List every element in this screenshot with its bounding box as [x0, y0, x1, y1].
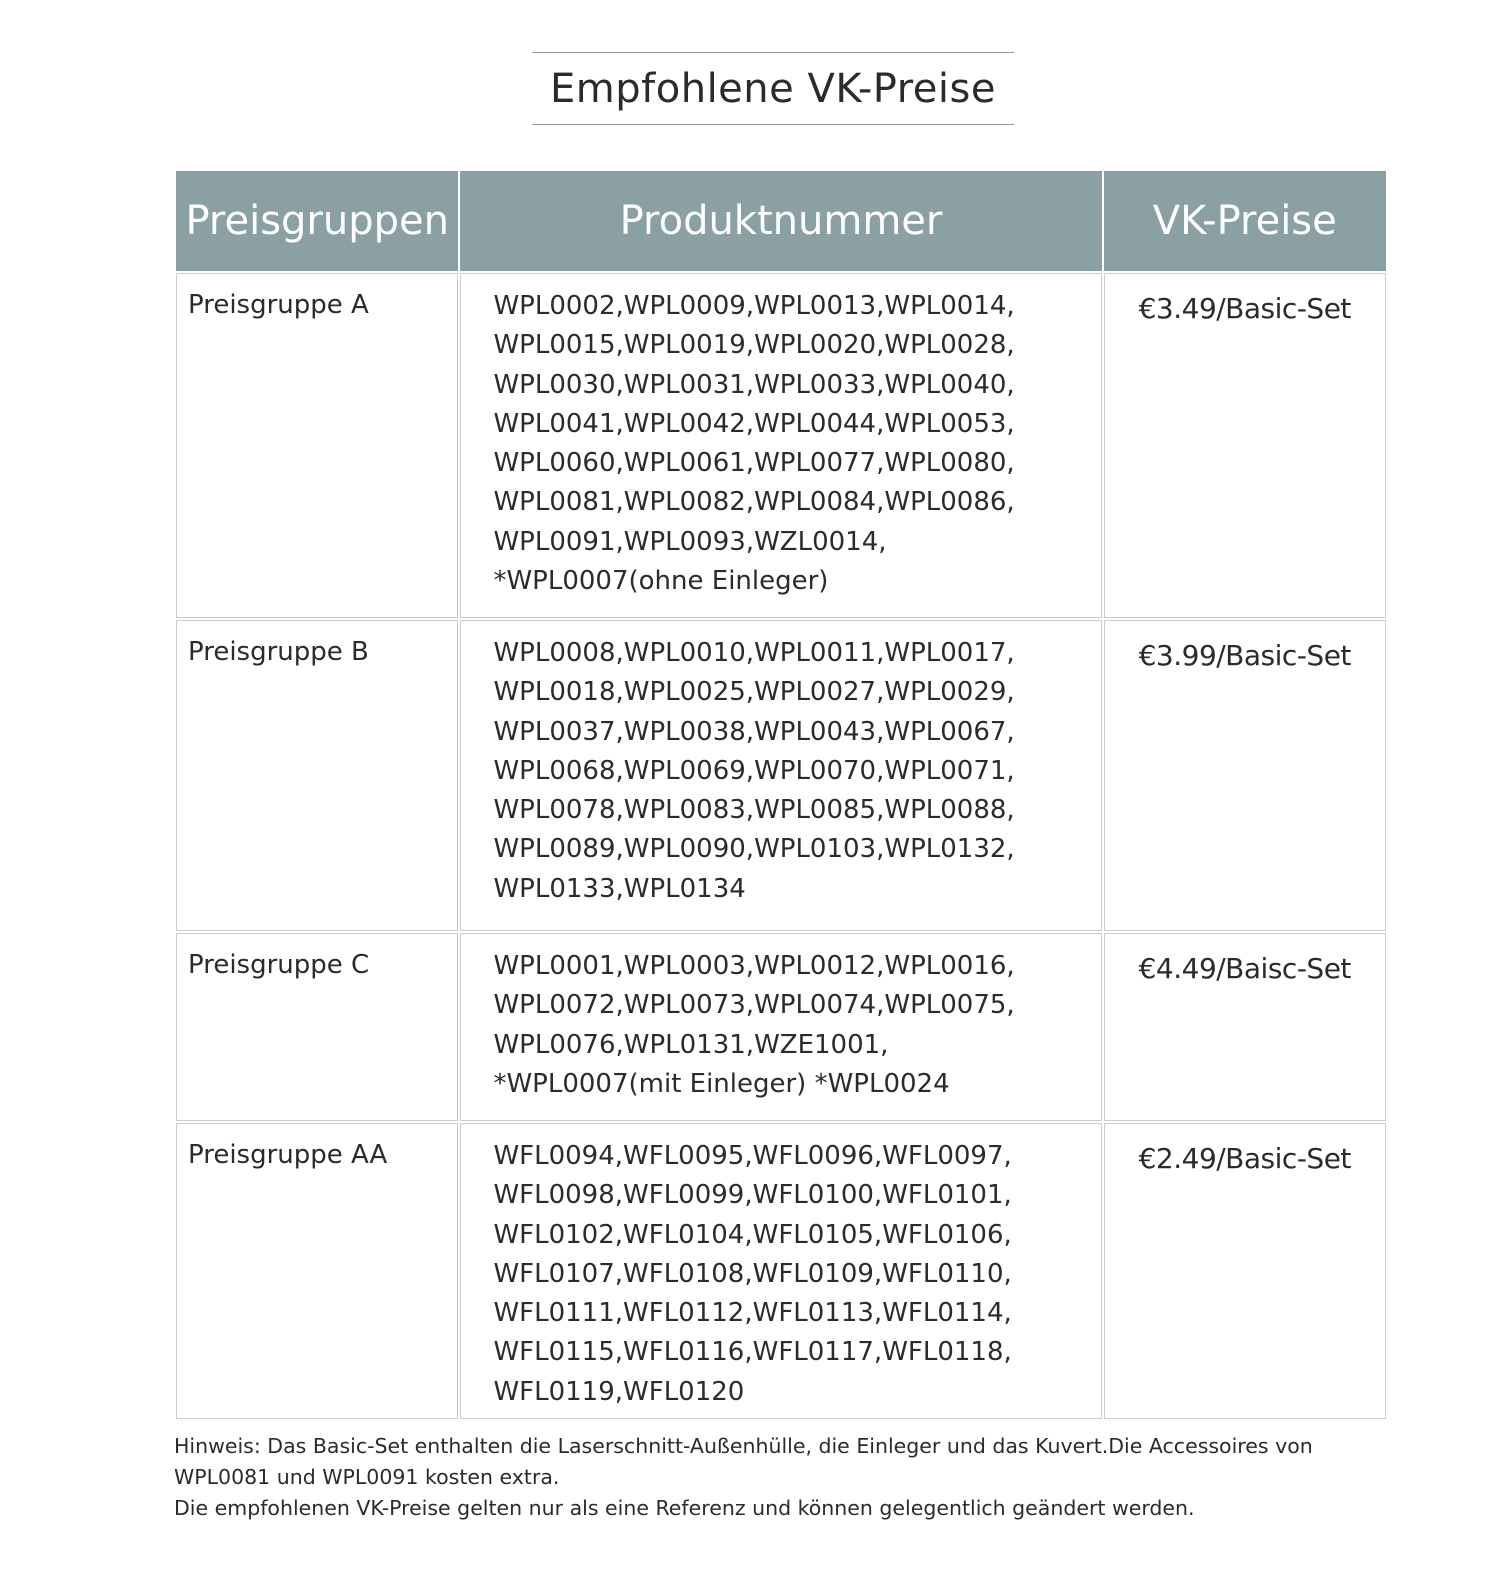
- group-cell: [176, 273, 458, 618]
- group-cell: [176, 1123, 458, 1419]
- product-line: WFL0094,WFL0095,WFL0096,WFL0097,: [493, 1141, 1012, 1171]
- products-cell: [460, 273, 1101, 618]
- header-preisgruppen: Preisgruppen: [176, 171, 458, 271]
- price-cell: [1104, 620, 1386, 931]
- header-vk-preise: VK-Preise: [1104, 171, 1386, 271]
- table-row: [176, 273, 1386, 618]
- product-line: WPL0001,WPL0003,WPL0012,WPL0016,: [493, 951, 1015, 981]
- table-row: [176, 1123, 1386, 1419]
- product-line: *WPL0007(mit Einleger) *WPL0024: [493, 1068, 950, 1099]
- product-list: [461, 934, 1100, 1104]
- title-block: [532, 52, 1014, 125]
- product-line: WPL0072,WPL0073,WPL0074,WPL0075,: [493, 990, 1015, 1021]
- product-list: [461, 621, 1100, 909]
- page-title: Empfohlene VK-Preise: [550, 65, 996, 112]
- products-cell: [460, 1123, 1101, 1419]
- product-line: WPL0078,WPL0083,WPL0085,WPL0088,: [493, 795, 1015, 826]
- group-name: Preisgruppe B: [188, 637, 369, 667]
- product-line: WFL0111,WFL0112,WFL0113,WFL0114,: [493, 1298, 1012, 1329]
- header-produktnummer: Produktnummer: [460, 171, 1101, 271]
- group-name: Preisgruppe AA: [188, 1140, 388, 1170]
- product-line: WPL0030,WPL0031,WPL0033,WPL0040,: [493, 369, 1015, 400]
- price-cell: [1104, 273, 1386, 618]
- product-line: WPL0060,WPL0061,WPL0077,WPL0080,: [493, 448, 1015, 479]
- product-line: WPL0076,WPL0131,WZE1001,: [493, 1029, 889, 1060]
- product-line: WPL0068,WPL0069,WPL0070,WPL0071,: [493, 755, 1015, 786]
- product-line: WFL0098,WFL0099,WFL0100,WFL0101,: [493, 1180, 1012, 1211]
- price-value: €2.49/Basic-Set: [1138, 1142, 1351, 1175]
- product-line: WFL0102,WFL0104,WFL0105,WFL0106,: [493, 1219, 1012, 1250]
- group-cell: [176, 933, 458, 1121]
- footnotes: [174, 1431, 1404, 1524]
- product-line: WPL0089,WPL0090,WPL0103,WPL0132,: [493, 834, 1015, 865]
- group-name: Preisgruppe A: [188, 290, 369, 320]
- product-line: WPL0002,WPL0009,WPL0013,WPL0014,: [493, 291, 1015, 321]
- products-cell: [460, 620, 1101, 931]
- product-line: *WPL0007(ohne Einleger): [493, 566, 829, 597]
- product-line: WPL0018,WPL0025,WPL0027,WPL0029,: [493, 677, 1015, 708]
- table-row: [176, 933, 1386, 1121]
- product-line: WPL0081,WPL0082,WPL0084,WPL0086,: [493, 487, 1015, 518]
- product-line: WPL0041,WPL0042,WPL0044,WPL0053,: [493, 408, 1015, 439]
- product-line: WPL0008,WPL0010,WPL0011,WPL0017,: [493, 638, 1015, 668]
- price-value: €3.49/Basic-Set: [1138, 292, 1351, 325]
- note-line: Hinweis: Das Basic-Set enthalten die Laserschnitt-Außenhülle, die Einleger und das Kuvert.Die Accessoires von: [174, 1434, 1313, 1458]
- product-line: WFL0115,WFL0116,WFL0117,WFL0118,: [493, 1337, 1012, 1368]
- group-name: Preisgruppe C: [188, 950, 370, 980]
- note-line: Die empfohlenen VK-Preise gelten nur als eine Referenz und können gelegentlich geändert werden.: [174, 1496, 1195, 1520]
- product-line: WPL0015,WPL0019,WPL0020,WPL0028,: [493, 330, 1015, 361]
- note-line: WPL0081 und WPL0091 kosten extra.: [174, 1465, 560, 1489]
- product-line: WPL0037,WPL0038,WPL0043,WPL0067,: [493, 716, 1015, 747]
- group-cell: [176, 620, 458, 931]
- table-row: [176, 620, 1386, 931]
- products-cell: [460, 933, 1101, 1121]
- price-value: €4.49/Baisc-Set: [1138, 952, 1351, 985]
- price-cell: [1104, 1123, 1386, 1419]
- product-line: WPL0133,WPL0134: [493, 873, 746, 904]
- price-cell: [1104, 933, 1386, 1121]
- product-line: WPL0091,WPL0093,WZL0014,: [493, 526, 887, 557]
- product-list: [461, 274, 1100, 601]
- product-line: WFL0107,WFL0108,WFL0109,WFL0110,: [493, 1258, 1012, 1289]
- product-list: [461, 1124, 1100, 1412]
- price-value: €3.99/Basic-Set: [1138, 639, 1351, 672]
- product-line: WFL0119,WFL0120: [493, 1376, 745, 1407]
- table-header-row: [176, 171, 1386, 271]
- price-table: [174, 169, 1388, 1421]
